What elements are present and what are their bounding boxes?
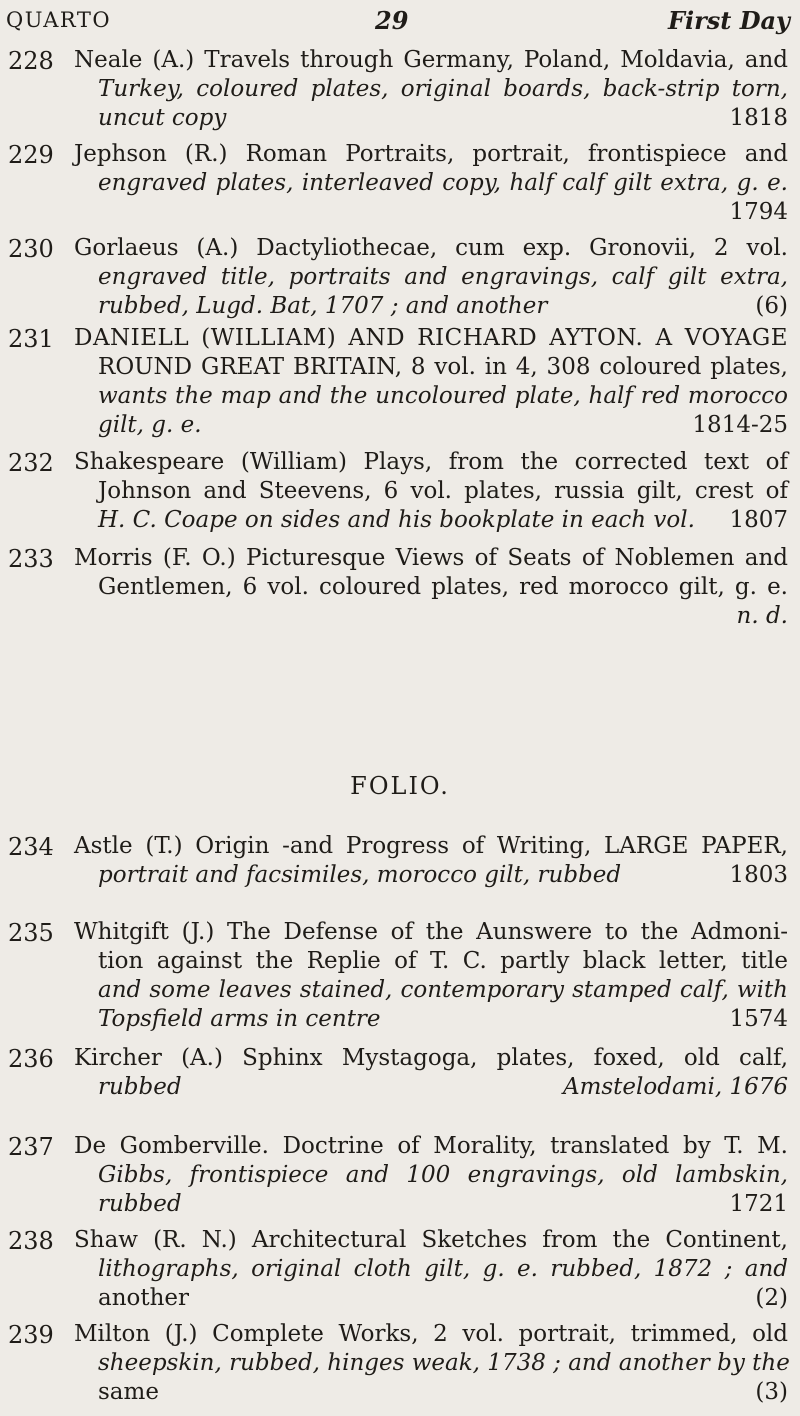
lot-line: engraved title, portraits and engravings, calf gilt extra, xyxy=(98,264,788,290)
lot-line-last xyxy=(74,292,788,321)
lot-description xyxy=(74,234,788,321)
lot-number: 231 xyxy=(8,325,54,353)
lot-description xyxy=(74,1320,788,1407)
lot-line-last xyxy=(74,506,788,535)
lot-number: 230 xyxy=(8,235,54,263)
lot-description xyxy=(74,918,788,1034)
lot-number: 236 xyxy=(8,1045,54,1073)
lot-number: 228 xyxy=(8,47,54,75)
lot-line-last xyxy=(74,1284,788,1313)
header-day-label: First Day xyxy=(667,6,790,35)
lot-line: uncut copy xyxy=(98,105,227,131)
lot-date: 1818 xyxy=(729,105,788,131)
lot-number: 237 xyxy=(8,1133,54,1161)
lot-date: (3) xyxy=(755,1379,788,1405)
lot-line: Kircher (A.) Sphinx Mystagoga, plates, foxed, old calf, xyxy=(74,1045,788,1071)
lot-line: Turkey, coloured plates, original boards, back-strip torn, xyxy=(98,76,788,102)
lot-number: 238 xyxy=(8,1227,54,1255)
lot-line-last xyxy=(74,602,788,631)
lot-date: 1814-25 xyxy=(692,412,788,438)
lot-line: Topsfield arms in centre xyxy=(98,1006,381,1032)
lot-line-last xyxy=(74,198,788,227)
lot-line-last xyxy=(74,411,788,440)
lot-line: Neale (A.) Travels through Germany, Poland, Moldavia, and xyxy=(74,47,788,73)
lot-description xyxy=(74,832,788,890)
lot-line-last xyxy=(74,1073,788,1102)
lot-line-last xyxy=(74,1190,788,1219)
lot-description xyxy=(74,1044,788,1102)
lot-line: Whitgift (J.) The Defense of the Aunswere to the Admoni- xyxy=(74,919,788,945)
lot-number: 233 xyxy=(8,545,54,573)
lot-line-last xyxy=(74,1378,788,1407)
lot-date: Amstelodami, 1676 xyxy=(562,1074,788,1100)
lot-line: same xyxy=(98,1379,159,1405)
lot-line: Gentlemen, 6 vol. coloured plates, red morocco gilt, g. e. xyxy=(98,574,788,600)
lot-description xyxy=(74,544,788,631)
lot-line: wants the map and the uncoloured plate, half red morocco xyxy=(98,383,788,409)
lot-description xyxy=(74,1132,788,1219)
lot-line: another xyxy=(98,1285,190,1311)
lot-line: DANIELL (WILLIAM) AND RICHARD AYTON. A VOYAGE xyxy=(74,325,788,351)
lot-line: H. C. Coape on sides and his bookplate in each vol. xyxy=(98,507,695,533)
lot-number: 239 xyxy=(8,1321,54,1349)
lot-line: portrait and facsimiles, morocco gilt, rubbed xyxy=(98,862,622,888)
lot-line: and some leaves stained, contemporary stamped calf, with xyxy=(98,977,788,1003)
lot-description xyxy=(74,1226,788,1313)
lot-date: 1721 xyxy=(729,1191,788,1217)
lot-line: Gorlaeus (A.) Dactyliothecae, cum exp. Gronovii, 2 vol. xyxy=(74,235,788,261)
lot-number: 234 xyxy=(8,833,54,861)
lot-line: Shaw (R. N.) Architectural Sketches from the Continent, xyxy=(74,1227,788,1253)
lot-description xyxy=(74,448,788,535)
lot-line: De Gomberville. Doctrine of Morality, translated by T. M. xyxy=(74,1133,788,1159)
lot-line: rubbed xyxy=(98,1074,182,1100)
lot-line: rubbed xyxy=(98,1191,182,1217)
lot-line: Gibbs, frontispiece and 100 engravings, old lambskin, xyxy=(98,1162,788,1188)
lot-line: engraved plates, interleaved copy, half calf gilt extra, g. e. xyxy=(98,170,788,196)
lot-line: tion against the Replie of T. C. partly black letter, title xyxy=(98,948,788,974)
page-header xyxy=(0,0,800,35)
lot-description xyxy=(74,46,788,133)
lot-date: 1574 xyxy=(729,1006,788,1032)
lot-line: Shakespeare (William) Plays, from the corrected text of xyxy=(74,449,788,475)
lot-line: rubbed, Lugd. Bat, 1707 ; and another xyxy=(98,293,548,319)
lot-line: Johnson and Steevens, 6 vol. plates, russia gilt, crest of xyxy=(98,478,788,504)
lot-number: 235 xyxy=(8,919,54,947)
lot-line: ROUND GREAT BRITAIN, 8 vol. in 4, 308 coloured plates, xyxy=(98,354,788,380)
lot-line: Jephson (R.) Roman Portraits, portrait, frontispiece and xyxy=(74,141,788,167)
lot-line: Astle (T.) Origin -and Progress of Writing, LARGE PAPER, xyxy=(74,833,788,859)
lot-date: (2) xyxy=(755,1285,788,1311)
page-number: 29 xyxy=(375,6,409,35)
lot-date: 1803 xyxy=(729,862,788,888)
lot-line: lithographs, original cloth gilt, g. e. rubbed, 1872 ; and xyxy=(98,1256,788,1282)
section-heading: FOLIO. xyxy=(350,772,450,800)
header-section-label: QUARTO xyxy=(6,8,112,32)
lot-line: Morris (F. O.) Picturesque Views of Seats of Noblemen and xyxy=(74,545,788,571)
lot-description xyxy=(74,140,788,227)
lot-line: n. d. xyxy=(736,603,788,629)
lot-date: 1807 xyxy=(729,507,788,533)
lot-date: (6) xyxy=(755,293,788,319)
lot-line: sheepskin, rubbed, hinges weak, 1738 ; and another by the xyxy=(98,1350,790,1376)
lot-line: Milton (J.) Complete Works, 2 vol. portrait, trimmed, old xyxy=(74,1321,788,1347)
lot-number: 232 xyxy=(8,449,54,477)
lot-line-last xyxy=(74,861,788,890)
lot-number: 229 xyxy=(8,141,54,169)
lot-date: 1794 xyxy=(729,199,788,225)
lot-line-last xyxy=(74,104,788,133)
lot-line: gilt, g. e. xyxy=(98,412,202,438)
lot-description xyxy=(74,324,788,440)
lot-line-last xyxy=(74,1005,788,1034)
